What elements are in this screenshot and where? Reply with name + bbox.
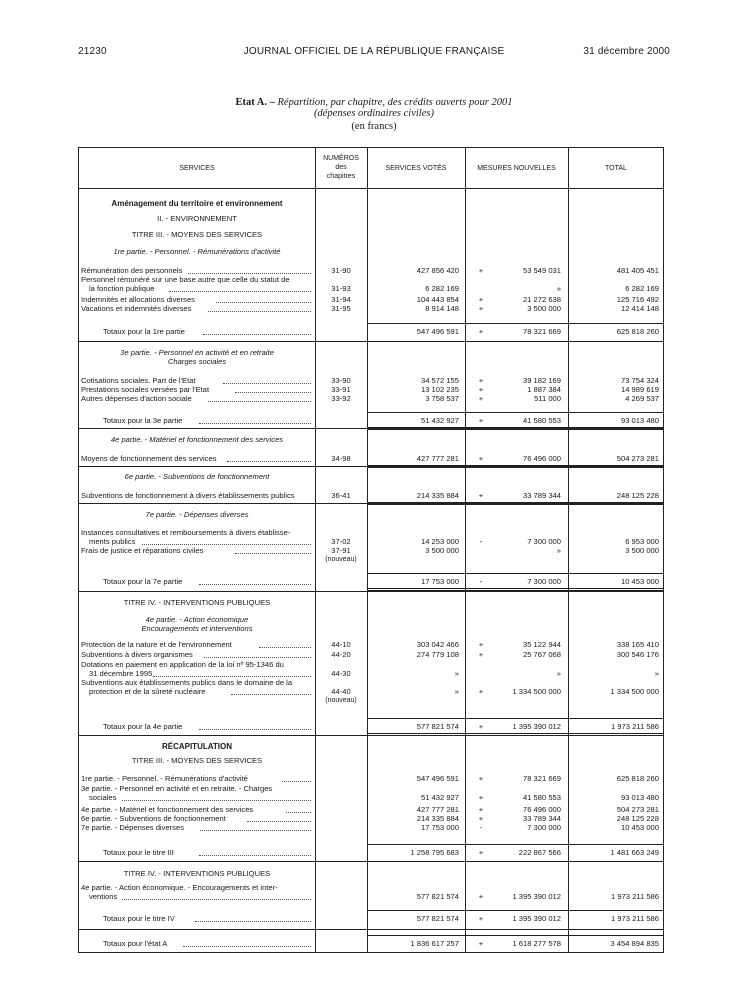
total-row-label: Totaux pour la 1re partie [103,327,185,336]
chapter-number: 33-92 [331,394,351,403]
row-label: 3e partie. - Personnel en activité et en retraite. - Charges [81,784,273,793]
row-label: Subventions à divers organismes [81,650,193,659]
total-rule [367,323,465,324]
total-row-label: Totaux pour l'état A [103,939,168,948]
chapter-number: 31-93 [331,284,351,293]
double-rule [568,465,664,468]
row-label-cont: ventions [89,892,118,901]
row-label-cont: la fonction publique [89,284,155,293]
section-recap-titre3: TITRE III. - MOYENS DES SERVICES [131,756,263,765]
sign-marker: + [478,295,484,304]
services-votes-value: 427 856 420 [416,266,459,275]
block-separator [79,341,663,342]
chapter-number: 44-40 [331,687,351,696]
total-row-label: Totaux pour la 4e partie [103,722,183,731]
mesures-nouvelles-value: 222 867 566 [518,848,561,857]
section-p6: 6e partie. - Subventions de fonctionnement [124,472,270,481]
leader-dots [282,781,311,782]
total-rule [367,935,465,936]
leader-dots [247,821,311,822]
mesures-nouvelles-value: 33 789 344 [522,491,561,500]
total-value: 12 414 148 [620,304,659,313]
total-value: 4 269 537 [625,394,659,403]
total-value: 1 334 500 000 [610,687,659,696]
services-votes-value: 577 821 574 [416,892,459,901]
services-votes-value: 1 258 795 683 [410,848,459,857]
total-row-label: Totaux pour la 3e partie [103,416,183,425]
services-votes-value: 577 821 574 [416,914,459,923]
section-p1: 1re partie. - Personnel. - Rémunérations d'activité [113,247,281,256]
sign-marker: + [478,454,484,463]
mesures-nouvelles-value: » [556,669,561,678]
mesures-nouvelles-value: 1 395 390 012 [512,914,561,923]
mesures-nouvelles-value: 33 789 344 [522,814,561,823]
row-label-cont: protection et de la sûreté nucléaire [89,687,206,696]
total-rule [465,718,568,719]
sign-marker: + [478,640,484,649]
mesures-nouvelles-value: 21 272 638 [522,295,561,304]
row-label: Personnel rémunéré sur une base autre que celle du statut de [81,275,290,284]
total-value: 3 454 894 835 [610,939,659,948]
services-votes-value: » [454,669,459,678]
sign-marker: - [479,577,483,586]
row-label: Frais de justice et réparations civiles [81,546,204,555]
total-value: 248 125 228 [616,814,659,823]
leader-dots [188,273,311,274]
mesures-nouvelles-value: 1 887 384 [527,385,561,394]
services-votes-value: 303 042 466 [416,640,459,649]
mesures-nouvelles-value: 7 300 000 [527,537,561,546]
double-rule [568,733,664,736]
double-rule [367,733,465,736]
total-value: 1 973 211 586 [611,722,659,731]
leader-dots [231,694,311,695]
row-label: 7e partie. - Dépenses diverses [81,823,184,832]
mesures-nouvelles-value: 1 395 390 012 [512,892,561,901]
etat-title-line2: (dépenses ordinaires civiles) [314,108,434,119]
mesures-nouvelles-value: 1 395 390 012 [512,722,561,731]
col-header-numeros-1: NUMÉROS [323,155,359,162]
leader-dots [122,800,311,801]
row-label: Indemnités et allocations diverses [81,295,195,304]
section-p7: 7e partie. - Dépenses diverses [145,510,249,519]
section-titre4: TITRE IV. - INTERVENTIONS PUBLIQUES [123,598,271,607]
total-value: 248 125 228 [616,491,659,500]
leader-dots [286,812,311,813]
sign-marker: + [478,376,484,385]
row-label: Instances consultatives et remboursements à divers établisse- [81,528,291,537]
total-value: 504 273 281 [616,454,659,463]
section-p4i-b: Encouragements et interventions [141,624,253,633]
total-rule [568,573,664,574]
col-header-services: SERVICES [179,165,215,172]
total-rule [465,412,568,413]
mesures-nouvelles-value: » [556,284,561,293]
services-votes-value: 6 282 169 [425,284,459,293]
sign-marker: + [478,491,484,500]
leader-dots [204,657,311,658]
mesures-nouvelles-value: 41 580 553 [522,793,561,802]
double-rule [367,588,465,591]
total-row-label: Totaux pour le titre IV [103,914,175,923]
services-votes-value: 104 443 854 [416,295,459,304]
row-label-cont: sociales [89,793,117,802]
sign-marker: + [478,914,484,923]
col-header-numeros-2: des [335,164,347,171]
double-rule [465,465,568,468]
total-rule [568,718,664,719]
services-votes-value: 214 335 884 [416,491,459,500]
leader-dots [199,855,311,856]
mesures-nouvelles-value: 35 122 944 [522,640,561,649]
sign-marker: + [478,266,484,275]
chapter-number: 33-90 [331,376,351,385]
total-value: 125 716 492 [616,295,659,304]
services-votes-value: 51 432 927 [420,416,459,425]
leader-dots [259,647,312,648]
total-value: 338 165 410 [616,640,659,649]
chapter-number: 36-41 [331,491,351,500]
chapter-number: 34-98 [331,454,351,463]
total-value: 625 818 260 [616,327,659,336]
total-value: » [654,669,659,678]
total-rule [568,910,664,911]
sign-marker: + [478,814,484,823]
double-rule [367,465,465,468]
leader-dots [200,830,311,831]
total-rule [465,844,568,845]
services-votes-value: 427 777 281 [416,805,459,814]
chapter-number: 31-94 [331,295,351,304]
total-rule [367,573,465,574]
services-votes-value: 51 432 927 [420,793,459,802]
row-label: Autres dépenses d'action sociale [81,394,192,403]
chapter-number: 44-30 [331,669,351,678]
sign-marker: + [478,650,484,659]
row-label-cont: 31 décembre 1995 [89,669,153,678]
col-header-total: TOTAL [605,165,627,172]
leader-dots [199,584,311,585]
section-environnement: II. - ENVIRONNEMENT [157,214,237,223]
mesures-nouvelles-value: 76 496 000 [522,454,561,463]
double-rule [465,733,568,736]
leader-dots [235,392,311,393]
total-row-label: Totaux pour le titre III [103,848,174,857]
sign-marker: + [478,793,484,802]
mesures-nouvelles-value: 78 321 669 [522,774,561,783]
total-value: 1 973 211 586 [611,892,659,901]
mesures-nouvelles-value: 78 321 669 [522,327,561,336]
chapter-number: 31-90 [331,266,351,275]
sign-marker: + [478,304,484,313]
services-votes-value: 17 753 000 [420,823,459,832]
services-votes-value: 547 496 591 [416,774,459,783]
total-value: 3 500 000 [625,546,659,555]
double-rule [568,502,664,505]
total-value: 10 453 000 [620,577,659,586]
mesures-nouvelles-value: 39 182 169 [522,376,561,385]
section-titre3: TITRE III. - MOYENS DES SERVICES [131,230,263,239]
chapter-number: 44-10 [331,640,351,649]
sign-marker: + [478,722,484,731]
chapter-note: (nouveau) [325,556,357,563]
total-rule [568,323,664,324]
total-value: 1 973 211 586 [611,914,659,923]
row-label: 4e partie. - Matériel et fonctionnement des services [81,805,254,814]
sign-marker: + [478,327,484,336]
chapter-number: 33-91 [331,385,351,394]
section-recapitulation: RÉCAPITULATION [161,742,233,751]
total-rule [568,935,664,936]
services-votes-value: 34 572 155 [420,376,459,385]
row-label: 6e partie. - Subventions de fonctionnement [81,814,226,823]
mesures-nouvelles-value: 1 618 277 578 [512,939,561,948]
leader-dots [199,729,311,730]
double-rule [465,427,568,430]
total-rule [367,910,465,911]
row-label: 4e partie. - Action économique. - Encouragements et inter- [81,883,278,892]
total-value: 93 013 480 [620,793,659,802]
mesures-nouvelles-value: 76 496 000 [522,805,561,814]
total-rule [568,412,664,413]
sign-marker: + [478,848,484,857]
mesures-nouvelles-value: 53 549 031 [522,266,561,275]
chapter-note: (nouveau) [325,697,357,704]
total-rule [465,573,568,574]
row-label: Dotations en paiement en application de la loi nº 95-1346 du [81,660,284,669]
row-label-cont: ments publics [89,537,136,546]
leader-dots [122,899,311,900]
total-value: 14 989 619 [620,385,659,394]
col-header-mesures: MESURES NOUVELLES [477,165,556,172]
leader-dots [208,401,311,402]
leader-dots [235,553,311,554]
leader-dots [227,461,311,462]
section-p4: 4e partie. - Matériel et fonctionnement des services [110,435,284,444]
total-value: 6 282 169 [625,284,659,293]
row-label: Cotisations sociales. Part de l'Etat [81,376,196,385]
row-label: Prestations sociales versées par l'Etat [81,385,210,394]
sign-marker: + [478,416,484,425]
services-votes-value: 577 821 574 [416,722,459,731]
total-rule [367,844,465,845]
col-header-votes: SERVICES VOTÉS [385,165,447,172]
row-label: Vacations et indemnités diverses [81,304,192,313]
sign-marker: - [479,823,483,832]
row-label: Subventions aux établissements publics dans le domaine de la [81,678,293,687]
mesures-nouvelles-value: 7 300 000 [527,577,561,586]
budget-table [78,147,664,953]
leader-dots [142,544,311,545]
double-rule [465,588,568,591]
row-label: Moyens de fonctionnement des services [81,454,217,463]
chapter-number: 37-02 [331,537,351,546]
total-rule [568,844,664,845]
services-votes-value: 547 496 591 [416,327,459,336]
total-value: 10 453 000 [620,823,659,832]
double-rule [568,427,664,430]
double-rule [367,427,465,430]
header-divider [79,188,663,189]
services-votes-value: 274 779 108 [416,650,459,659]
block-separator [79,861,663,862]
mesures-nouvelles-value: 41 580 553 [522,416,561,425]
mesures-nouvelles-value: » [556,546,561,555]
total-rule [465,323,568,324]
section-p3a: 3e partie. - Personnel en activité et en retraite [120,348,274,357]
issue-date: 31 décembre 2000 [583,46,670,57]
services-votes-value: » [454,687,459,696]
col-header-numeros-3: chapitres [326,173,356,180]
total-value: 1 481 663 249 [610,848,659,857]
section-p3b: Charges sociales [167,357,227,366]
leader-dots [153,676,311,677]
sign-marker: - [479,537,483,546]
total-value: 504 273 281 [616,805,659,814]
services-votes-value: 13 102 235 [420,385,459,394]
double-rule [568,588,664,591]
etat-title-line3: (en francs) [351,121,397,132]
row-label: Rémunération des personnels [81,266,183,275]
double-rule [465,502,568,505]
total-value: 300 546 176 [616,650,659,659]
services-votes-value: 8 914 148 [425,304,459,313]
journal-title: JOURNAL OFFICIEL DE LA RÉPUBLIQUE FRANÇAISE [243,46,505,57]
services-votes-value: 1 836 617 257 [410,939,459,948]
services-votes-value: 14 253 000 [420,537,459,546]
sign-marker: + [478,394,484,403]
total-value: 93 013 480 [620,416,659,425]
section-recap-titre4: TITRE IV. - INTERVENTIONS PUBLIQUES [123,869,271,878]
block-separator [79,929,663,930]
total-row-label: Totaux pour la 7e partie [103,577,183,586]
services-votes-value: 214 335 884 [416,814,459,823]
page-number: 21230 [78,46,107,57]
total-rule [367,412,465,413]
etat-title [0,97,748,108]
block-separator [79,591,663,592]
services-votes-value: 427 777 281 [416,454,459,463]
services-votes-value: 17 753 000 [420,577,459,586]
total-rule [465,935,568,936]
leader-dots [199,423,311,424]
row-label: Protection de la nature et de l'environnement [81,640,232,649]
sign-marker: + [478,774,484,783]
mesures-nouvelles-value: 7 300 000 [527,823,561,832]
sign-marker: + [478,687,484,696]
row-label: Subventions de fonctionnement à divers établissements publics [81,491,295,500]
mesures-nouvelles-value: 511 000 [534,394,561,403]
total-value: 481 405 451 [616,266,659,275]
sign-marker: + [478,805,484,814]
mesures-nouvelles-value: 1 334 500 000 [512,687,561,696]
leader-dots [169,291,311,292]
total-value: 625 818 260 [616,774,659,783]
mesures-nouvelles-value: 3 500 000 [527,304,561,313]
row-label: 1re partie. - Personnel. - Rémunérations d'activité [81,774,248,783]
col-header-numeros [315,154,367,181]
leader-dots [203,334,312,335]
chapter-number: 44-20 [331,650,351,659]
leader-dots [208,311,311,312]
section-amenagement: Aménagement du territoire et environnement [111,199,283,208]
leader-dots [223,383,311,384]
services-votes-value: 3 758 537 [425,394,459,403]
total-rule [465,910,568,911]
sign-marker: + [478,939,484,948]
total-value: 6 953 000 [625,537,659,546]
chapter-number: 37-91 [331,546,351,555]
sign-marker: + [478,385,484,394]
double-rule [367,502,465,505]
services-votes-value: 3 500 000 [425,546,459,555]
section-p4i-a: 4e partie. - Action économique [145,615,249,624]
etat-prefix: Etat A. – [235,97,275,108]
etat-title-line1: Répartition, par chapitre, des crédits ouverts pour 2001 [277,97,513,108]
total-rule [367,718,465,719]
total-value: 73 754 324 [620,376,659,385]
sign-marker: + [478,892,484,901]
mesures-nouvelles-value: 25 767 068 [522,650,561,659]
leader-dots [183,946,311,947]
chapter-number: 31-95 [331,304,351,313]
leader-dots [216,302,311,303]
leader-dots [195,921,311,922]
